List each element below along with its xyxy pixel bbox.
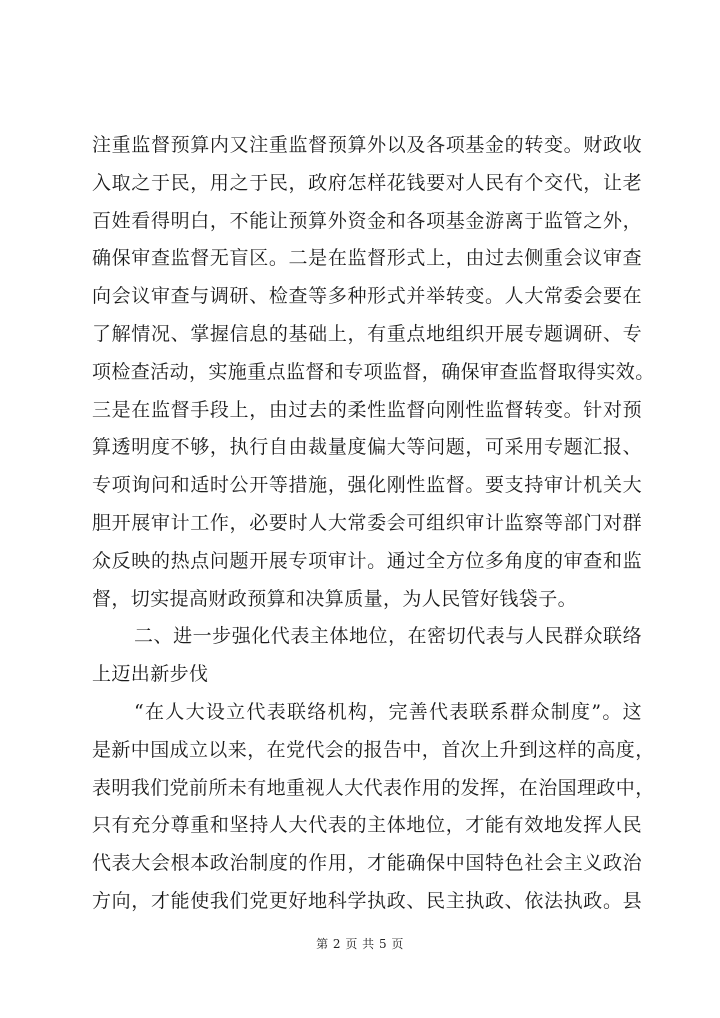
page-number-footer: 第 2 页 共 5 页 (316, 937, 404, 951)
text-line: 项检查活动，实施重点监督和专项监督，确保审查监督取得实效。 (92, 360, 655, 383)
text-line: 是新中国成立以来，在党代会的报告中，首次上升到这样的高度， (92, 738, 655, 761)
text-line: 确保审查监督无盲区。二是在监督形式上，由过去侧重会议审查 (92, 247, 642, 270)
text-line: 注重监督预算内又注重监督预算外以及各项基金的转变。财政收 (92, 134, 642, 156)
text-line: 方向，才能使我们党更好地科学执政、民主执政、依法执政。县 (92, 889, 642, 912)
text-line: 算透明度不够，执行自由裁量度偏大等问题，可采用专题汇报、 (92, 436, 642, 459)
paragraph-end-line: 督，切实提高财政预算和决算质量，为人民管好钱袋子。 (92, 587, 578, 610)
text-line: 代表大会根本政治制度的作用，才能确保中国特色社会主义政治 (92, 852, 642, 875)
document-body (92, 127, 655, 921)
text-line: 百姓看得明白，不能让预算外资金和各项基金游离于监管之外， (92, 209, 642, 232)
text-line: 专项询问和适时公开等措施，强化刚性监督。要支持审计机关大 (92, 474, 642, 497)
text-line: 胆开展审计工作，必要时人大常委会可组织审计监察等部门对群 (92, 511, 642, 534)
section-heading-end-line: 上迈出新步伐 (92, 663, 209, 686)
text-line: 表明我们党前所未有地重视人大代表作用的发挥，在治国理政中， (92, 776, 655, 799)
paragraph-start-line: “在人大设立代表联络机构，完善代表联系群众制度”。这 (134, 700, 642, 723)
text-line: 向会议审查与调研、检查等多种形式并举转变。人大常委会要在 (92, 285, 642, 308)
text-line: 三是在监督手段上，由过去的柔性监督向刚性监督转变。针对预 (92, 398, 642, 421)
text-line: 只有充分尊重和坚持人大代表的主体地位，才能有效地发挥人民 (92, 814, 642, 837)
text-line: 入取之于民，用之于民，政府怎样花钱要对人民有个交代，让老 (92, 171, 642, 194)
text-line: 了解情况、掌握信息的基础上，有重点地组织开展专题调研、专 (92, 322, 642, 345)
section-heading-line: 二、进一步强化代表主体地位，在密切代表与人民群众联络 (134, 625, 642, 648)
text-line: 众反映的热点问题开展专项审计。通过全方位多角度的审查和监 (92, 549, 642, 572)
